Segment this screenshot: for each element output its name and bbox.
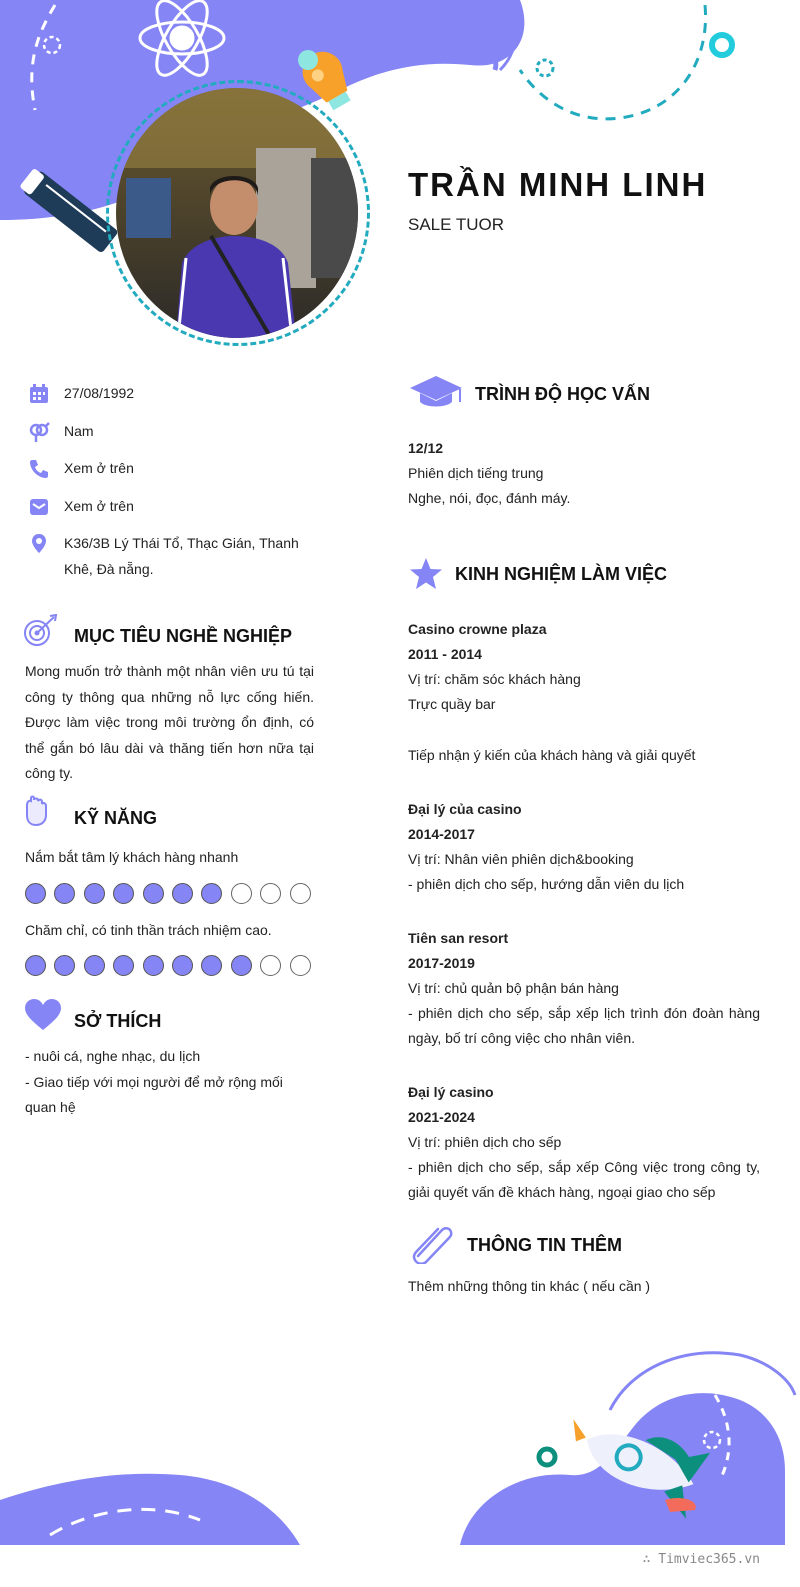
education-details — [408, 436, 760, 511]
experience-item — [408, 1080, 760, 1205]
graduation-cap-icon — [408, 374, 464, 410]
rating-dot-filled — [84, 883, 105, 904]
star-icon — [408, 557, 444, 591]
contact-gender: Nam — [28, 421, 318, 444]
contact-phone: Xem ở trên — [28, 458, 318, 481]
work-desc: - phiên dịch cho sếp, sắp xếp lịch trình đón đoàn hàng ngày, bố trí công việc cho nhân viên. — [408, 1005, 760, 1046]
skills-title: KỸ NĂNG — [74, 808, 158, 828]
education-major: Phiên dịch tiếng trung — [408, 465, 544, 481]
contact-email: Xem ở trên — [28, 496, 318, 519]
work-desc: - phiên dịch cho sếp, hướng dẫn viên du lịch — [408, 876, 685, 892]
watermark: ∴ Timviec365.vn — [642, 1552, 760, 1567]
rating-dot-filled — [54, 883, 75, 904]
heart-icon — [24, 998, 62, 1032]
education-grade: 12/12 — [408, 440, 444, 456]
email-icon — [28, 496, 50, 518]
skill-label: Chăm chỉ, có tinh thần trách nhiệm cao. — [25, 922, 272, 938]
job-title: SALE TUOR — [408, 215, 505, 234]
gender-icon — [28, 421, 50, 443]
work-role: Vị trí: Nhân viên phiên dịch&booking — [408, 851, 634, 867]
objective-text: Mong muốn trở thành một nhân viên ưu tú tại công ty thông qua những nỗ lực cống hiến. Được làm việc trong môi trường ổn định, có thể gắn bó lâu dài và thăng tiến hơn nữa tại công ty. — [25, 663, 314, 782]
location-pin-icon — [28, 533, 50, 555]
hobbies-title: SỞ THÍCH — [74, 1011, 162, 1031]
rating-dot-filled — [113, 955, 134, 976]
work-period: 2021-2024 — [408, 1109, 475, 1125]
rating-dot-filled — [172, 955, 193, 976]
rating-dot-filled — [25, 955, 46, 976]
rating-dot-filled — [84, 955, 105, 976]
contact-address: K36/3B Lý Thái Tổ, Thạc Gián, Thanh Khê, Đà nẵng. — [28, 533, 318, 582]
company-name: Tiên san resort — [408, 930, 509, 946]
calendar-icon — [28, 383, 50, 405]
company-name: Đại lý casino — [408, 1084, 494, 1100]
hobby-item: - nuôi cá, nghe nhạc, du lịch — [25, 1048, 201, 1064]
rating-dot-filled — [201, 955, 222, 976]
work-role: Vị trí: chăm sóc khách hàng — [408, 671, 581, 687]
objective-title: MỤC TIÊU NGHỀ NGHIỆP — [74, 626, 293, 646]
rating-dot-filled — [25, 883, 46, 904]
experience-item — [408, 926, 760, 1051]
company-name: Đại lý của casino — [408, 801, 522, 817]
skill-rating — [25, 883, 319, 904]
rating-dot-empty — [290, 955, 311, 976]
rating-dot-filled — [113, 883, 134, 904]
skill-rating — [25, 955, 319, 976]
rating-dot-filled — [143, 955, 164, 976]
extra-info-text: Thêm những thông tin khác ( nếu cần ) — [408, 1278, 651, 1294]
work-desc: Trực quầy bar — [408, 696, 496, 712]
rating-dot-empty — [260, 883, 281, 904]
education-skills: Nghe, nói, đọc, đánh máy. — [408, 490, 571, 506]
experience-title: KINH NGHIỆM LÀM VIỆC — [455, 564, 668, 584]
rating-dot-empty — [231, 883, 252, 904]
paperclip-icon — [410, 1224, 454, 1264]
work-period: 2017-2019 — [408, 955, 475, 971]
work-period: 2014-2017 — [408, 826, 475, 842]
candidate-name: TRẦN MINH LINH — [408, 166, 708, 203]
work-role: Vị trí: phiên dịch cho sếp — [408, 1134, 562, 1150]
experience-item — [408, 617, 760, 768]
work-desc: - phiên dịch cho sếp, sắp xếp Công việc trong công ty, giải quyết vấn đề khách hàng, ngoại giao cho sếp — [408, 1159, 760, 1200]
experience-item — [408, 797, 760, 897]
skill-label: Nắm bắt tâm lý khách hàng nhanh — [25, 849, 239, 865]
photo-ring — [106, 80, 370, 346]
hobbies-list — [25, 1044, 317, 1121]
work-period: 2011 - 2014 — [408, 646, 482, 662]
rating-dot-filled — [143, 883, 164, 904]
education-title: TRÌNH ĐỘ HỌC VẤN — [475, 384, 650, 404]
contact-birthday: 27/08/1992 — [28, 383, 318, 406]
hobby-item: - Giao tiếp với mọi người để mở rộng mối quan hệ — [25, 1073, 283, 1116]
extra-info-title: THÔNG TIN THÊM — [467, 1235, 622, 1255]
work-desc: Tiếp nhận ý kiến của khách hàng và giải quyết — [408, 747, 696, 763]
rating-dot-filled — [172, 883, 193, 904]
rating-dot-empty — [260, 955, 281, 976]
company-name: Casino crowne plaza — [408, 621, 547, 637]
rating-dot-filled — [54, 955, 75, 976]
rating-dot-filled — [201, 883, 222, 904]
fist-icon — [24, 795, 48, 827]
phone-icon — [28, 458, 50, 480]
target-icon — [22, 614, 58, 648]
rating-dot-filled — [231, 955, 252, 976]
work-role: Vị trí: chủ quản bộ phận bán hàng — [408, 980, 619, 996]
rating-dot-empty — [290, 883, 311, 904]
